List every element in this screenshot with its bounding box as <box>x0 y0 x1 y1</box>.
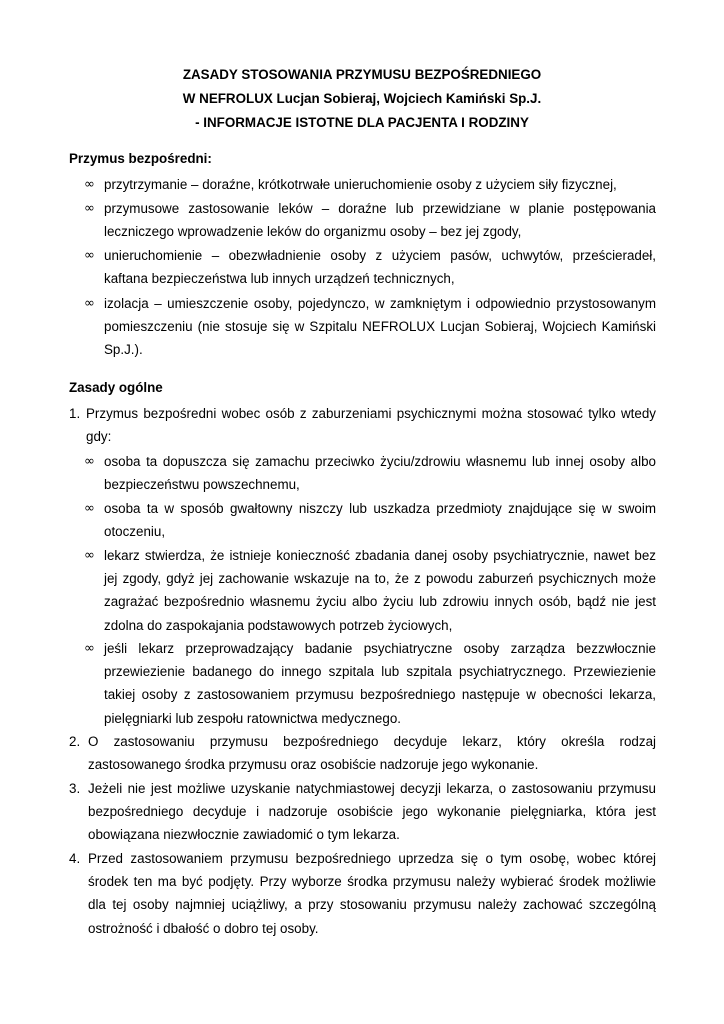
list-item: lekarz stwierdza, że istnieje konieczność zbadania danej osoby psychiatrycznie, nawet bez jej zgody, gdyż jej zachowanie wskazuje na to, że z powodu zaburzeń psychicznych może zagrażać bezpośrednio własnemu życiu albo życiu lub zdrowiu innych osób, bądź nie jest zdolna do zaspokajania podstawowych potrzeb życiowych, <box>104 548 656 633</box>
numbered-point: Przed zastosowaniem przymusu bezpośredniego uprzedza się o tym osobę, wobec której środek ten ma być podjęty. Przy wyborze środka przymusu należy wybierać środek możliwie dla tej osoby najmniej uciążliwy, a przy stosowaniu przymusu należy zachować szczególną ostrożność i dbałość o dobro tej osoby. <box>88 851 656 936</box>
list-item: unieruchomienie – obezwładnienie osoby z użyciem pasów, uchwytów, prześcieradeł, kaftana bezpieczeństwa lub innych urządzeń technicznych, <box>104 248 656 287</box>
list-item: osoba ta dopuszcza się zamachu przeciwko życiu/zdrowiu własnemu lub innej osoby albo bezpieczeństwu powszechnemu, <box>104 454 656 493</box>
numbered-point: Jeżeli nie jest możliwe uzyskanie natychmiastowej decyzji lekarza, o zastosowaniu przymusu bezpośredniego decyduje i nadzoruje osobiście jego wykonanie pielęgniarka, która jest obowiązana niezwłocznie zawiadomić o tym lekarza. <box>88 781 656 843</box>
point-number: 2. <box>69 734 81 749</box>
list-item: jeśli lekarz przeprowadzający badanie psychiatryczne osoby zarządza bezzwłocznie przewiezienie badanego do innego szpitala lub szpitala psychiatrycznego. Przewiezienie takiej osoby z zastosowaniem przymusu bezpośredniego następuje w obecności lekarza, pielęgniarki lub zespołu ratownictwa medycznego. <box>104 641 656 726</box>
list-item: przymusowe zastosowanie leków – doraźne lub przewidziane w planie postępowania leczniczego wprowadzenie leków do organizmu osoby – bez jej zgody, <box>104 201 656 240</box>
list-item: osoba ta w sposób gwałtowny niszczy lub uszkadza przedmioty znajdujące się w swoim otoczeniu, <box>104 501 656 540</box>
document-title-line-2: W NEFROLUX Lucjan Sobieraj, Wojciech Kamiński Sp.J. <box>182 91 542 106</box>
point-number: 3. <box>69 781 81 796</box>
document-title-line-1: ZASADY STOSOWANIA PRZYMUSU BEZPOŚREDNIEGO <box>182 67 542 82</box>
numbered-point: O zastosowaniu przymusu bezpośredniego decyduje lekarz, który określa rodzaj zastosowanego środka przymusu oraz osobiście nadzoruje jego wykonanie. <box>88 734 656 773</box>
point-number: 4. <box>69 851 81 866</box>
document-title-line-3: - INFORMACJE ISTOTNE DLA PACJENTA I RODZINY <box>195 115 529 130</box>
infinity-bullet-icon: ∞ <box>84 248 95 263</box>
numbered-point: Przymus bezpośredni wobec osób z zaburzeniami psychicznymi można stosować tylko wtedy gdy: <box>86 406 656 445</box>
list-item: przytrzymanie – doraźne, krótkotrwałe unieruchomienie osoby z użyciem siły fizycznej, <box>104 177 617 192</box>
infinity-bullet-icon: ∞ <box>84 548 95 563</box>
list-item: izolacja – umieszczenie osoby, pojedynczo, w zamkniętym i odpowiednio przystosowanym pomieszczeniu (nie stosuje się w Szpitalu NEFROLUX Lucjan Sobieraj, Wojciech Kamiński Sp.J.). <box>104 296 656 358</box>
section-heading-zasady: Zasady ogólne <box>69 380 163 395</box>
infinity-bullet-icon: ∞ <box>84 296 95 311</box>
infinity-bullet-icon: ∞ <box>84 501 95 516</box>
section-heading-przymus: Przymus bezpośredni: <box>69 151 212 166</box>
infinity-bullet-icon: ∞ <box>84 454 95 469</box>
infinity-bullet-icon: ∞ <box>84 177 95 192</box>
infinity-bullet-icon: ∞ <box>84 641 95 656</box>
infinity-bullet-icon: ∞ <box>84 201 95 216</box>
point-number: 1. <box>69 406 81 421</box>
